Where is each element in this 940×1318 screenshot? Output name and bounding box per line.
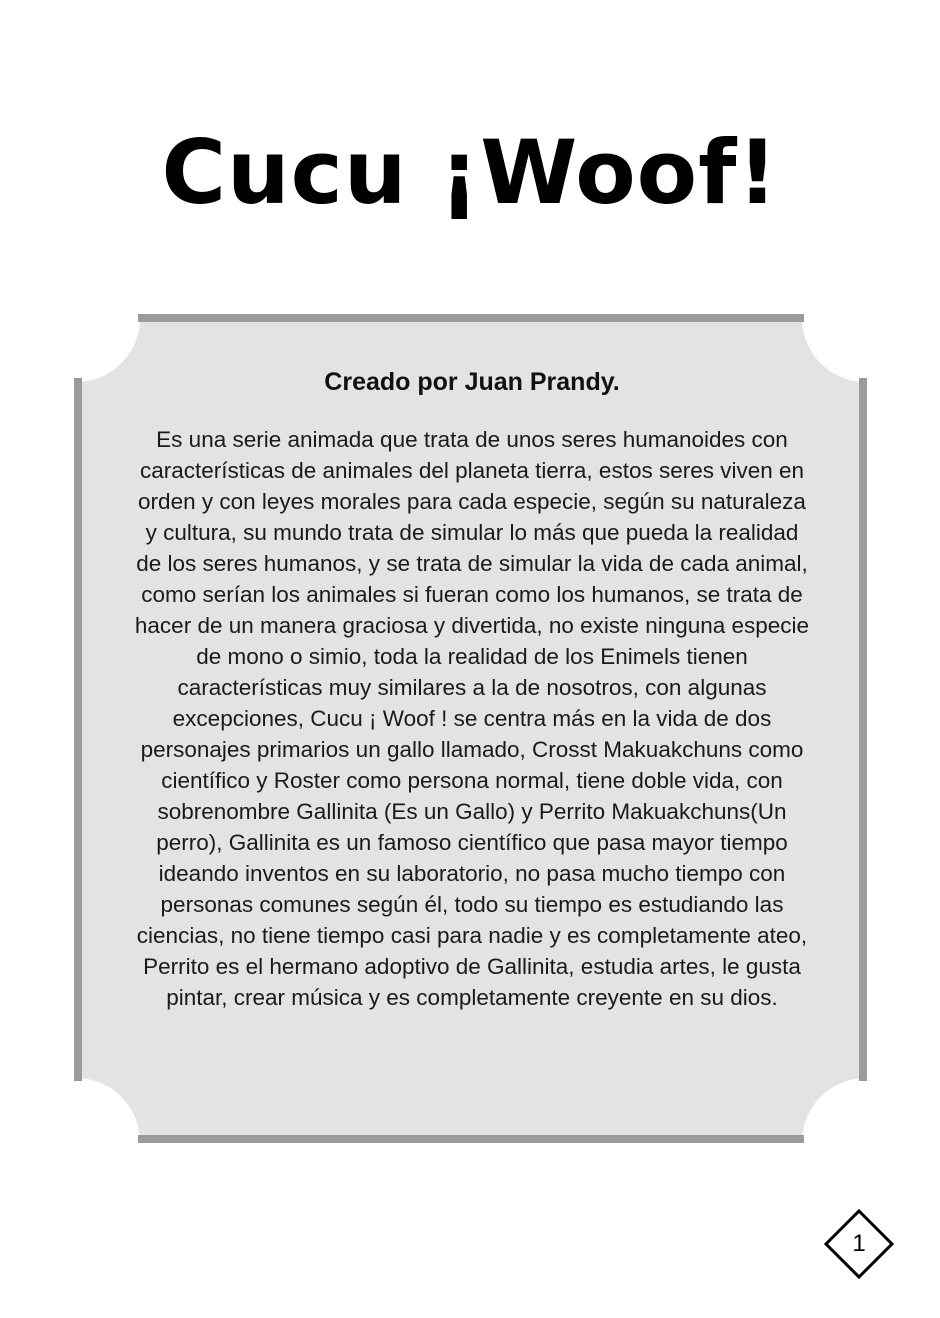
- page-number-badge: [823, 1208, 895, 1280]
- panel-body-text: Es una serie animada que trata de unos seres humanoides con características de animales del planeta tierra, estos seres viven en orden y con leyes morales para cada especie, según su naturaleza y cultura, su mundo trata de simular lo más que pueda la realidad de los seres humanos, y se trata de simular la vida de cada animal, como serían los animales si fueran como los humanos, se trata de hacer de un manera graciosa y divertida, no existe ninguna especie de mono o simio, toda la realidad de los Enimels tienen características muy similares a la de nosotros, con algunas excepciones, Cucu ¡ Woof ! se centra más en la vida de dos personajes primarios un gallo llamado, Crosst Makuakchuns como científico y Roster como persona normal, tiene doble vida, con sobrenombre Gallinita (Es un Gallo) y Perrito Makuakchuns(Un perro), Gallinita es un famoso científico que pasa mayor tiempo ideando inventos en su laboratorio, no pasa mucho tiempo con personas comunes según él, todo su tiempo es estudiando las ciencias, no tiene tiempo casi para nadie y es completamente ateo, Perrito es el hermano adoptivo de Gallinita, estudia artes, le gusta pintar, crear música y es completamente creyente en su dios.: [134, 427, 810, 1010]
- page-number: 1: [852, 1230, 866, 1257]
- panel-subtitle: Creado por Juan Prandy.: [324, 368, 620, 396]
- panel-content: [130, 362, 814, 1013]
- page-title: Cucu ¡Woof!: [161, 121, 779, 224]
